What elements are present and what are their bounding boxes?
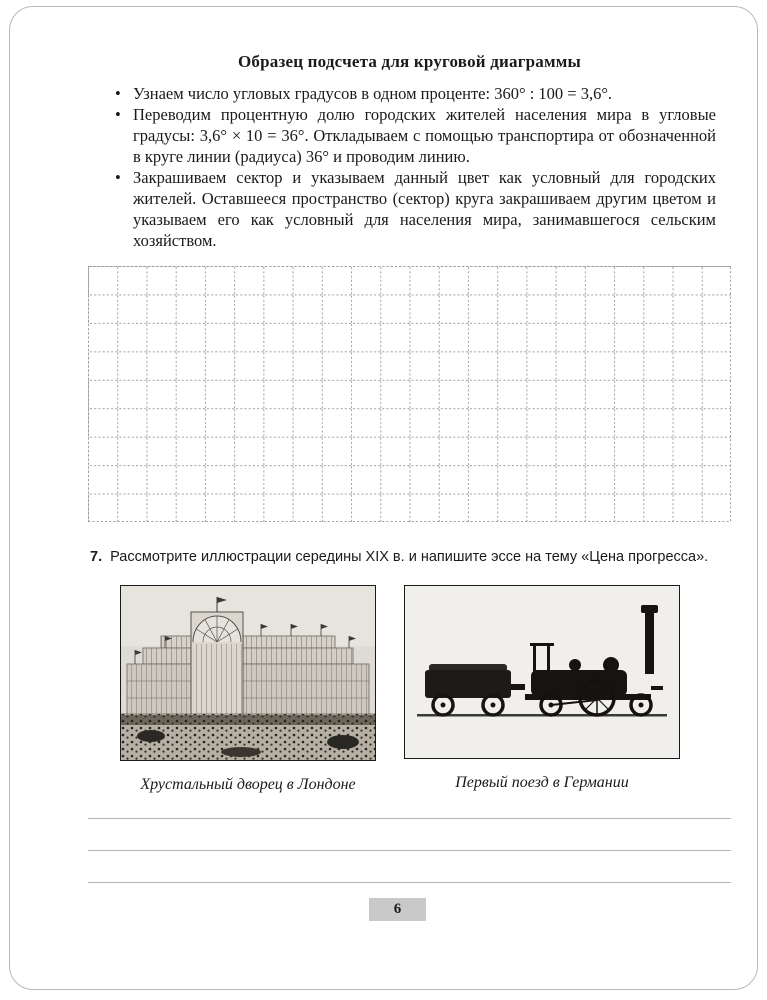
figure-first-train (404, 585, 680, 792)
bullet-text: Переводим процентную долю городских жителей населения мира в угловые градусы: 3,6° × 10 = 36°. Откладываем с помощью транспортира от обозначенной в круге линии (радиуса) 36° и проводим линию. (133, 105, 716, 166)
figure-crystal-palace (120, 585, 376, 794)
crystal-palace-image (120, 585, 376, 761)
writing-line[interactable] (88, 850, 731, 851)
bullet-item (115, 104, 716, 167)
bullet-marker-icon: • (115, 168, 121, 187)
page-title: Образец подсчета для круговой диаграммы (237, 52, 582, 71)
writing-line[interactable] (88, 818, 731, 819)
answer-grid-area[interactable] (88, 266, 731, 522)
page-number: 6 (393, 901, 402, 917)
bullet-text: Закрашиваем сектор и указываем данный цвет как условный для городских жителей. Оставшееся пространство (сектор) круга закрашиваем другим цветом и указываем его как условный для населения мира, занимавшегося сельским хозяйством. (133, 168, 716, 250)
task-number: 7. (90, 549, 103, 565)
writing-lines (88, 818, 731, 883)
bullet-item (115, 167, 716, 251)
answer-grid[interactable] (88, 266, 731, 522)
figure-row (120, 585, 767, 794)
task-text: Рассмотрите иллюстрации середины XIX в. и напишите эссе на тему «Цена прогресса». (110, 549, 709, 565)
bullet-marker-icon: • (115, 105, 121, 124)
bullet-list (115, 83, 716, 251)
first-train-image (404, 585, 680, 759)
task-7 (90, 548, 716, 567)
bullet-item (115, 83, 716, 104)
figure-caption: Хрустальный дворец в Лондоне (140, 776, 356, 793)
figure-caption: Первый поезд в Германии (455, 774, 629, 791)
bullet-text: Узнаем число угловых градусов в одном проценте: 360° : 100 = 3,6°. (133, 84, 613, 103)
bullet-marker-icon: • (115, 84, 121, 103)
page-number-badge (369, 898, 426, 921)
writing-line[interactable] (88, 882, 731, 883)
